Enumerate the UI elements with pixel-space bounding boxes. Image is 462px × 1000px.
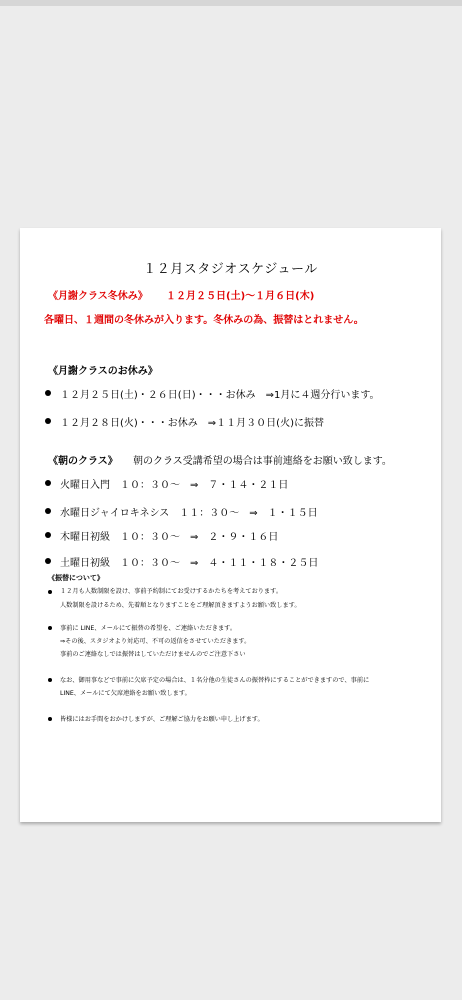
- makeup-text-line: 人数制限を設けるため、先着順となりますことをご理解頂きますようお願い致します。: [60, 602, 301, 609]
- document-title: １２月スタジオスケジュール: [143, 262, 318, 277]
- monthly-holiday-heading: 《月謝クラスのお休み》: [48, 366, 158, 377]
- schedule-document-page: [20, 228, 441, 822]
- makeup-text-line: １２月も人数制限を設け、事前予約制にてお受けするかたちを考えております。: [60, 588, 283, 595]
- morning-class-item: 土曜日初級 １０：３０～ ⇒ ４・１１・１８・２５日: [60, 558, 319, 569]
- bullet-dot: [45, 390, 51, 396]
- makeup-text-line: 事前のご連絡なしでは振替はしていただけませんのでご注意下さい: [60, 651, 246, 658]
- monthly-holiday-item: １２月２５日(土)・２６日(日)・・・お休み ⇒1月に４週分行います。: [60, 390, 380, 401]
- winter-break-dates: １２月２５日(土)～１月６日(木): [166, 291, 315, 302]
- monthly-holiday-item: １２月２８日(火)・・・お休み ⇒１１月３０日(火)に振替: [60, 418, 324, 429]
- makeup-text-line: 皆様にはお手間をおかけしますが、ご理解ご協力をお願い申し上げます。: [60, 716, 264, 723]
- top-status-strip: [0, 0, 462, 6]
- morning-class-item: 水曜日ジャイロキネシス １１：３０～ ⇒ １・１５日: [60, 508, 318, 519]
- bullet-dot: [48, 717, 52, 721]
- bullet-dot: [48, 626, 52, 630]
- bullet-dot: [45, 418, 51, 424]
- morning-class-item: 火曜日入門 １０：３０～ ⇒ ７・１４・２１日: [60, 480, 289, 491]
- makeup-text-line: LINE、メールにて欠席連絡をお願い致します。: [60, 690, 191, 697]
- makeup-text-line: ⇒その後、スタジオより対応可、不可の返信をさせていただきます。: [60, 638, 251, 645]
- winter-break-label: 《月謝クラス冬休み》: [48, 291, 148, 302]
- makeup-heading: 《振替について》: [48, 574, 104, 582]
- bullet-dot: [45, 532, 51, 538]
- bullet-dot: [45, 508, 51, 514]
- morning-class-note: 朝のクラス受講希望の場合は事前連絡をお願い致します。: [133, 456, 392, 467]
- winter-break-note: 各曜日、１週間の冬休みが入ります。冬休みの為、振替はとれません。: [44, 315, 364, 326]
- bullet-dot: [45, 480, 51, 486]
- bullet-dot: [45, 558, 51, 564]
- morning-class-heading: 《朝のクラス》: [48, 456, 118, 467]
- bullet-dot: [48, 678, 52, 682]
- morning-class-item: 木曜日初級 １０：３０～ ⇒ ２・９・１６日: [60, 532, 279, 543]
- bullet-dot: [48, 590, 52, 594]
- makeup-text-line: 事前に LINE、メールにて振替の希望を、ご連絡いただきます。: [60, 625, 237, 632]
- makeup-text-line: なお、御用事などで事前に欠席予定の場合は、１名分他の生徒さんの振替枠にすることができますので、事前に: [60, 677, 370, 684]
